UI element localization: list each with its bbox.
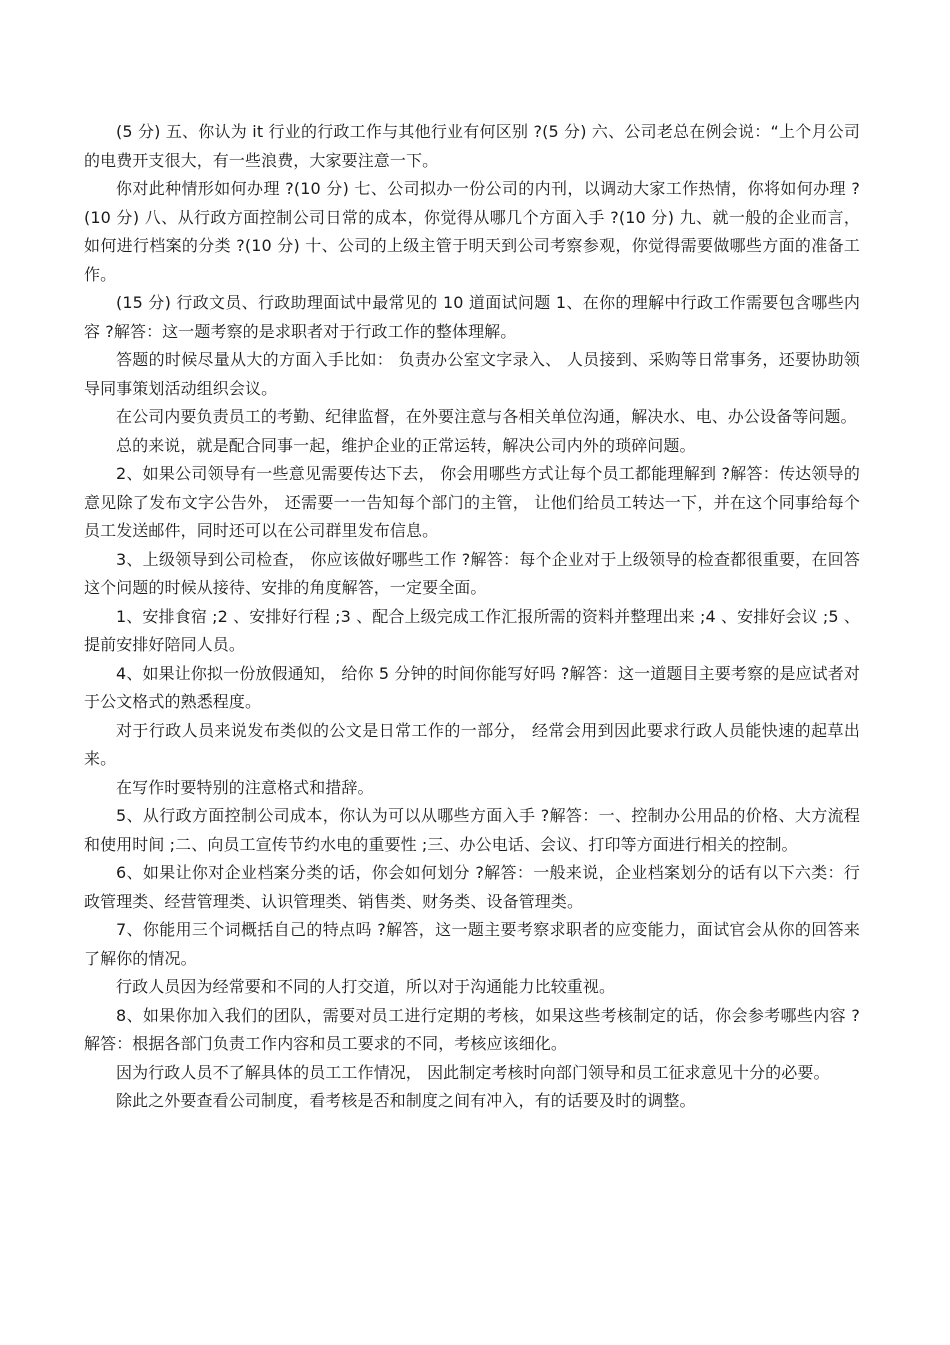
paragraph-17: 8、如果你加入我们的团队，需要对员工进行定期的考核，如果这些考核制定的话，你会参考哪些内容 ?解答：根据各部门负责工作内容和员工要求的不同，考核应该细化。: [84, 1005, 860, 1053]
paragraph-11: 对于行政人员来说发布类似的公文是日常工作的一部分， 经常会用到因此要求行政人员能快速的起草出来。: [84, 720, 860, 768]
paragraph-1: (5 分) 五、你认为 it 行业的行政工作与其他行业有何区别 ?(5 分) 六、公司老总在例会说：“上个月公司的电费开支很大，有一些浪费，大家要注意一下。: [84, 122, 860, 170]
paragraph-6: 总的来说，就是配合同事一起，维护企业的正常运转，解决公司内外的琐碎问题。: [116, 435, 696, 455]
paragraph-15: 7、你能用三个词概括自己的特点吗 ?解答，这一题主要考察求职者的应变能力，面试官会从你的回答来了解你的情况。: [84, 920, 860, 968]
paragraph-12: 在写作时要特别的注意格式和措辞。: [116, 777, 374, 797]
paragraph-8: 3、上级领导到公司检查， 你应该做好哪些工作 ?解答：每个企业对于上级领导的检查都很重要，在回答这个问题的时候从接待、安排的角度解答，一定要全面。: [84, 549, 860, 597]
paragraph-13: 5、从行政方面控制公司成本，你认为可以从哪些方面入手 ?解答：一、控制办公用品的价格、大方流程和使用时间 ;二、向员工宣传节约水电的重要性 ;三、办公电话、会议、打印等方面进行相关的控制。: [84, 806, 860, 854]
paragraph-18: 因为行政人员不了解具体的员工工作情况， 因此制定考核时向部门领导和员工征求意见十分的必要。: [116, 1062, 830, 1082]
paragraph-10: 4、如果让你拟一份放假通知， 给你 5 分钟的时间你能写好吗 ?解答：这一道题目主要考察的是应试者对于公文格式的熟悉程度。: [84, 663, 860, 711]
paragraph-19: 除此之外要查看公司制度，看考核是否和制度之间有冲入，有的话要及时的调整。: [116, 1091, 696, 1110]
paragraph-9: 1、安排食宿 ;2 、安排好行程 ;3 、配合上级完成工作汇报所需的资料并整理出来 ;4 、安排好会议 ;5 、提前安排好陪同人员。: [84, 606, 860, 654]
paragraph-16: 行政人员因为经常要和不同的人打交道，所以对于沟通能力比较重视。: [116, 977, 616, 996]
paragraph-7: 2、如果公司领导有一些意见需要传达下去， 你会用哪些方式让每个员工都能理解到 ?解答：传达领导的意见除了发布文字公告外， 还需要一一告知每个部门的主管， 让他们给员工转达一下，并在这个同事给每个员工发送邮件，同时还可以在公司群里发布信息。: [84, 464, 860, 540]
paragraph-4: 答题的时候尽量从大的方面入手比如： 负责办公室文字录入、 人员接到、采购等日常事务，还要协助领导同事策划活动组织会议。: [84, 350, 860, 398]
paragraph-14: 6、如果让你对企业档案分类的话，你会如何划分 ?解答：一般来说，企业档案划分的话有以下六类：行政管理类、经营管理类、认识管理类、销售类、财务类、设备管理类。: [84, 863, 860, 911]
paragraph-3: (15 分) 行政文员、行政助理面试中最常见的 10 道面试问题 1、在你的理解中行政工作需要包含哪些内容 ?解答：这一题考察的是求职者对于行政工作的整体理解。: [84, 293, 860, 341]
paragraph-5: 在公司内要负责员工的考勤、纪律监督，在外要注意与各相关单位沟通，解决水、电、办公设备等问题。: [116, 407, 857, 426]
document-body: [84, 118, 860, 1116]
paragraph-2: 你对此种情形如何办理 ?(10 分) 七、公司拟办一份公司的内刊，以调动大家工作热情，你将如何办理 ?(10 分) 八、从行政方面控制公司日常的成本，你觉得从哪几个方面入手 ?(10 分) 九、就一般的企业而言，如何进行档案的分类 ?(10 分) 十、公司的上级主管于明天到公司考察参观，你觉得需要做哪些方面的准备工作。: [84, 179, 860, 284]
